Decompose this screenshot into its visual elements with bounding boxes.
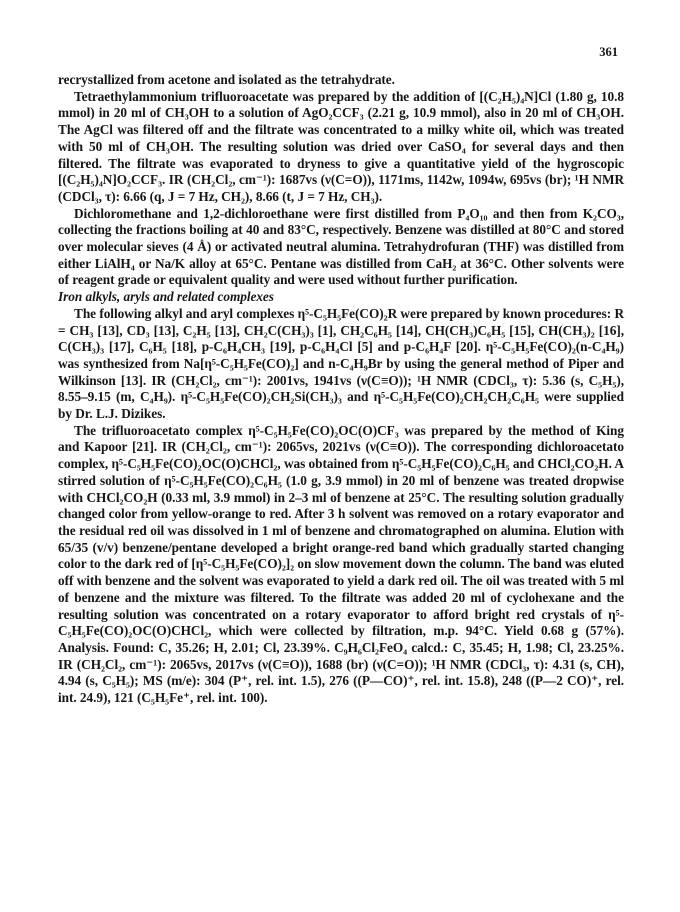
paragraph-alkyl-aryl-complexes: The following alkyl and aryl complexes η⁵-C₅H₅Fe(CO)₂R were prepared by known procedures: R = CH₃ [13], CD₃ [13], C₂H₅ [13], CH₂C(CH₃)₃ [1], CH₂C₆H₅ [14], CH(CH₃)C₆H₅ [15], CH(CH₃)₂ [16], C(CH₃)₃ [17], C₆H₅ [18], p-C₆H₄CH₃ [19], p-C₆H₄Cl [5] and p-C₆H₄F [20]. η⁵-C₅H₅Fe(CO)₂(n-C₄H₉) was synthesized from Na[η⁵-C₅H₅Fe(CO)₂] and n-C₄H₉Br by using the general method of Piper and Wilkinson [13]. IR (CH₂Cl₂, cm⁻¹): 2001vs, 1941vs (ν(C≡O)); ¹H NMR (CDCl₃, τ): 5.36 (s, C₅H₅), 8.55–9.15 (m, C₄H₉). η⁵-C₅H₅Fe(CO)₂CH₂Si(CH₃)₃ and η⁵-C₅H₅Fe(CO)₂CH₂CH₂C₆H₅ were supplied by Dr. L.J. Dizikes. xyxy=(58,305,624,422)
paragraph-tetraethylammonium: Tetraethylammonium trifluoroacetate was prepared by the addition of [(C₂H₅)₄N]Cl (1.80 g, 10.8 mmol) in 20 ml of CH₃OH to a solution of AgO₂CCF₃ (2.21 g, 10.9 mmol), also in 20 ml of CH₃OH. The AgCl was filtered off and the filtrate was concentrated to a milky white oil, which was treated with 50 ml of CH₃OH. The resulting solution was dried over CaSO₄ for several days and then filtered. The filtrate was evaporated to dryness to give a quantitative yield of the hygroscopic [(C₂H₅)₄N]O₂CCF₃. IR (CH₂Cl₂, cm⁻¹): 1687vs (ν(C=O)), 1171ms, 1142w, 1094w, 695vs (br); ¹H NMR (CDCl₃, τ): 6.66 (q, J = 7 Hz, CH₂), 8.66 (t, J = 7 Hz, CH₃). xyxy=(58,88,624,204)
paragraph-tetrahydrate-end: recrystallized from acetone and isolated as the tetrahydrate. xyxy=(58,72,395,87)
page-number: 361 xyxy=(599,45,618,59)
paragraph-trifluoroacetato: The trifluoroacetato complex η⁵-C₅H₅Fe(CO)₂OC(O)CF₃ was prepared by the method of King and Kapoor [21]. IR (CH₂Cl₂, cm⁻¹): 2065vs, 2021vs (ν(C≡O)). The corresponding dichloroacetato complex, η⁵-C₅H₅Fe(CO)₂OC(O)CHCl₂, was obtained from η⁵-C₅H₅Fe(CO)₂C₆H₅ and CHCl₂CO₂H. A stirred solution of η⁵-C₅H₅Fe(CO)₂C₆H₅ (1.0 g, 3.9 mmol) in 20 ml of benzene was treated dropwise with CHCl₂CO₂H (0.33 ml, 3.9 mmol) in 2–3 ml of benzene at 25°C. The resulting solution gradually changed color from yellow-orange to red. After 3 h solvent was removed on a rotary evaporator and the residual red oil was dissolved in 1 ml of benzene and chromatographed on alumina. Elution with 65/35 (v/v) benzene/pentane developed a bright orange-red band which gradually started changing color to the dark red of [η⁵-C₅H₅Fe(CO)₂]₂ on slow movement down the column. The band was eluted off with benzene and the solvent was evaporated to yield a dark red oil. The oil was treated with 5 ml of benzene and the mixture was filtered. To the filtrate was added 20 ml of cyclohexane and the resulting solution was concentrated on a rotary evaporator to afford bright red crystals of η⁵-C₅H₅Fe(CO)₂OC(O)CHCl₂, which were collected by filtration, m.p. 94°C. Yield 0.68 g (57%). Analysis. Found: C, 35.26; H, 2.01; Cl, 23.39%. C₉H₆Cl₂FeO₄ calcd.: C, 35.45; H, 1.98; Cl, 23.25%. IR (CH₂Cl₂, cm⁻¹): 2065vs, 2017vs (ν(C≡O)), 1688 (br) (ν(C=O)); ¹H NMR (CDCl₃, τ): 4.31 (s, CH), 4.94 (s, C₅H₅); MS (m/e): 304 (P⁺, rel. int. 1.5), 276 ((P—CO)⁺, rel. int. 15.8), 248 ((P—2 CO)⁺, rel. int. 24.9), 121 (C₅H₅Fe⁺, rel. int. 100). xyxy=(58,422,624,706)
paragraph-solvents: Dichloromethane and 1,2-dichloroethane were first distilled from P₄O₁₀ and then from K₂CO₃, collecting the fractions boiling at 40 and 83°C, respectively. Benzene was distilled at 80°C and stored over molecular sieves (4 Å) or activated neutral alumina. Tetrahydrofuran (THF) was distilled from either LiAlH₄ or Na/K alloy at 65°C. Pentane was distilled from CaH₂ at 36°C. Other solvents were of reagent grade or equivalent quality and were used without further purification. xyxy=(58,205,624,288)
body-text xyxy=(58,72,624,707)
section-heading: Iron alkyls, aryls and related complexes xyxy=(58,289,274,305)
